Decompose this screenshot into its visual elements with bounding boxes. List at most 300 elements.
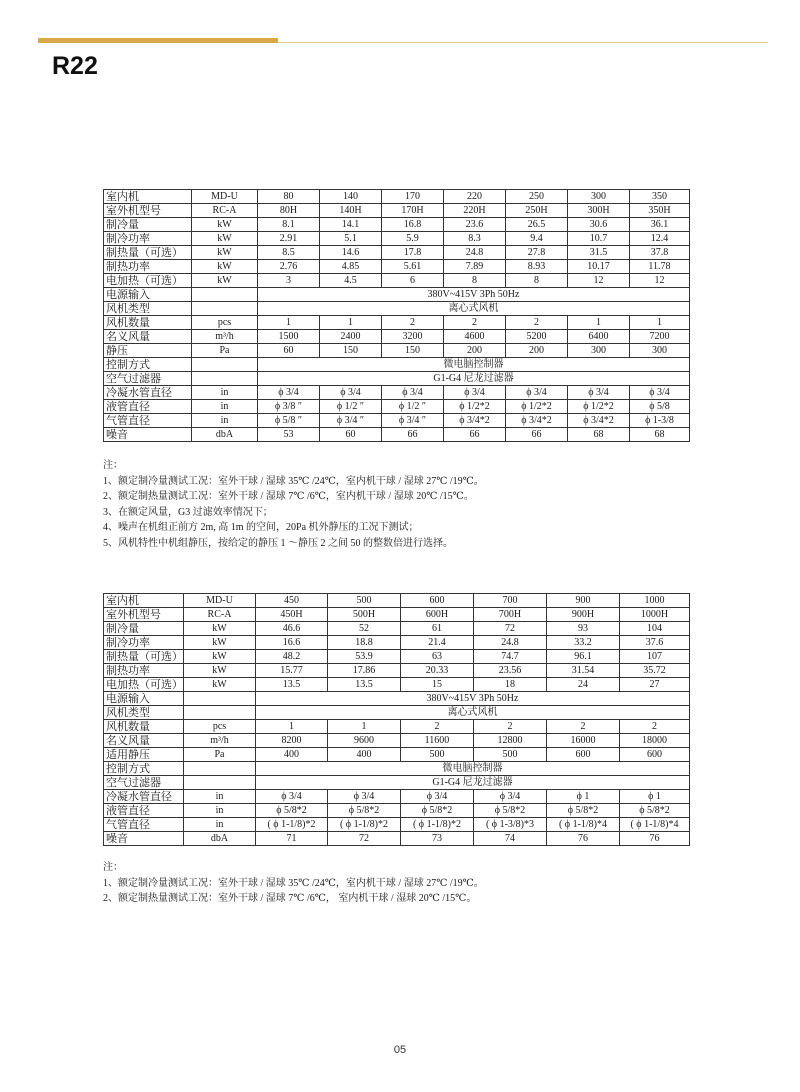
value-cell: ϕ 5/8*2 bbox=[474, 804, 547, 818]
row-label: 室外机型号 bbox=[104, 204, 192, 218]
page-number: 05 bbox=[393, 1044, 407, 1056]
table-row bbox=[104, 748, 690, 762]
row-label: 控制方式 bbox=[104, 762, 184, 776]
row-label: 气管直径 bbox=[104, 414, 192, 428]
row-unit: kW bbox=[192, 260, 258, 274]
value-cell: 24 bbox=[547, 678, 620, 692]
row-label: 电源输入 bbox=[104, 288, 192, 302]
row-label: 适用静压 bbox=[104, 748, 184, 762]
value-cell: 15 bbox=[401, 678, 474, 692]
value-cell: 500 bbox=[474, 748, 547, 762]
value-cell: ( ϕ 1-1/8)*4 bbox=[620, 818, 690, 832]
row-label: 室外机型号 bbox=[104, 608, 184, 622]
value-cell: 74 bbox=[474, 832, 547, 846]
value-cell: 7200 bbox=[630, 330, 690, 344]
row-label: 气管直径 bbox=[104, 818, 184, 832]
value-cell: 52 bbox=[328, 622, 401, 636]
value-cell: 60 bbox=[258, 344, 320, 358]
row-unit bbox=[192, 358, 258, 372]
value-cell: 18000 bbox=[620, 734, 690, 748]
header-rule bbox=[278, 42, 768, 43]
value-cell: 10.17 bbox=[568, 260, 630, 274]
table-row bbox=[104, 706, 690, 720]
note-line: 1、额定制冷量测试工况：室外干球 / 湿球 35℃ /24℃，室内机干球 / 湿球 27℃ /19℃。 bbox=[103, 877, 484, 889]
merged-cell: 离心式风机 bbox=[256, 706, 690, 720]
value-cell: ϕ 3/4 bbox=[320, 386, 382, 400]
value-cell: 4.85 bbox=[320, 260, 382, 274]
value-cell: 450 bbox=[256, 594, 328, 608]
value-cell: 63 bbox=[401, 650, 474, 664]
value-cell: ϕ 1/2*2 bbox=[444, 400, 506, 414]
table-row bbox=[104, 664, 690, 678]
value-cell: ϕ 3/4 bbox=[258, 386, 320, 400]
table-row bbox=[104, 692, 690, 706]
value-cell: 2.76 bbox=[258, 260, 320, 274]
value-cell: 8.93 bbox=[506, 260, 568, 274]
table-row bbox=[104, 302, 690, 316]
value-cell: 14.1 bbox=[320, 218, 382, 232]
row-unit: kW bbox=[192, 246, 258, 260]
table-row bbox=[104, 330, 690, 344]
value-cell: 12 bbox=[630, 274, 690, 288]
row-unit bbox=[192, 302, 258, 316]
value-cell: 12.4 bbox=[630, 232, 690, 246]
table-row bbox=[104, 678, 690, 692]
value-cell: ϕ 1/2 ″ bbox=[382, 400, 444, 414]
row-unit bbox=[184, 706, 256, 720]
row-label: 制冷功率 bbox=[104, 232, 192, 246]
row-label: 冷凝水管直径 bbox=[104, 790, 184, 804]
value-cell: ϕ 3/4 ″ bbox=[382, 414, 444, 428]
value-cell: 11.78 bbox=[630, 260, 690, 274]
value-cell: ( ϕ 1-1/8)*2 bbox=[328, 818, 401, 832]
table-row bbox=[104, 832, 690, 846]
value-cell: 24.8 bbox=[444, 246, 506, 260]
value-cell: 13.5 bbox=[256, 678, 328, 692]
row-unit: Pa bbox=[184, 748, 256, 762]
merged-cell: G1-G4 尼龙过滤器 bbox=[258, 372, 690, 386]
value-cell: 17.86 bbox=[328, 664, 401, 678]
value-cell: 36.1 bbox=[630, 218, 690, 232]
value-cell: 400 bbox=[256, 748, 328, 762]
value-cell: 250H bbox=[506, 204, 568, 218]
value-cell: 200 bbox=[444, 344, 506, 358]
value-cell: 68 bbox=[630, 428, 690, 442]
value-cell: 500 bbox=[328, 594, 401, 608]
value-cell: 2 bbox=[547, 720, 620, 734]
row-unit: kW bbox=[184, 636, 256, 650]
value-cell: 66 bbox=[444, 428, 506, 442]
value-cell: 1 bbox=[630, 316, 690, 330]
row-unit: in bbox=[192, 386, 258, 400]
row-label: 制热功率 bbox=[104, 664, 184, 678]
value-cell: 900 bbox=[547, 594, 620, 608]
value-cell: 53.9 bbox=[328, 650, 401, 664]
row-label: 液管直径 bbox=[104, 804, 184, 818]
value-cell: 220 bbox=[444, 190, 506, 204]
value-cell: ϕ 3/4 bbox=[474, 790, 547, 804]
table-row bbox=[104, 428, 690, 442]
row-label: 空气过滤器 bbox=[104, 372, 192, 386]
notes-heading: 注： bbox=[103, 862, 123, 873]
value-cell: 26.5 bbox=[506, 218, 568, 232]
row-unit: kW bbox=[184, 650, 256, 664]
row-label: 风机类型 bbox=[104, 706, 184, 720]
value-cell: 8.3 bbox=[444, 232, 506, 246]
row-unit: kW bbox=[184, 678, 256, 692]
merged-cell: 微电脑控制器 bbox=[258, 358, 690, 372]
row-label: 室内机 bbox=[104, 594, 184, 608]
value-cell: 3200 bbox=[382, 330, 444, 344]
value-cell: 1 bbox=[328, 720, 401, 734]
value-cell: ϕ 3/4*2 bbox=[568, 414, 630, 428]
row-label: 风机数量 bbox=[104, 720, 184, 734]
value-cell: 53 bbox=[258, 428, 320, 442]
value-cell: 200 bbox=[506, 344, 568, 358]
value-cell: ϕ 3/4 bbox=[630, 386, 690, 400]
table-row bbox=[104, 246, 690, 260]
row-label: 空气过滤器 bbox=[104, 776, 184, 790]
row-label: 制热功率 bbox=[104, 260, 192, 274]
value-cell: 300 bbox=[630, 344, 690, 358]
row-unit: pcs bbox=[184, 720, 256, 734]
row-label: 冷凝水管直径 bbox=[104, 386, 192, 400]
value-cell: 2400 bbox=[320, 330, 382, 344]
value-cell: 33.2 bbox=[547, 636, 620, 650]
notes-2 bbox=[103, 860, 484, 907]
table-row bbox=[104, 594, 690, 608]
merged-cell: G1-G4 尼龙过滤器 bbox=[256, 776, 690, 790]
notes-heading: 注： bbox=[103, 460, 123, 471]
value-cell: 60 bbox=[320, 428, 382, 442]
value-cell: ϕ 3/4 bbox=[328, 790, 401, 804]
note-line: 4、噪声在机组正前方 2m, 高 1m 的空间，20Pa 机外静压的工况下测试； bbox=[103, 522, 419, 533]
table-row bbox=[104, 776, 690, 790]
table-row bbox=[104, 414, 690, 428]
spec-table-1 bbox=[103, 189, 690, 442]
table-row bbox=[104, 790, 690, 804]
value-cell: 72 bbox=[474, 622, 547, 636]
value-cell: 73 bbox=[401, 832, 474, 846]
value-cell: 37.8 bbox=[630, 246, 690, 260]
value-cell: 8 bbox=[506, 274, 568, 288]
row-unit: in bbox=[192, 400, 258, 414]
value-cell: ( ϕ 1-1/8)*4 bbox=[547, 818, 620, 832]
table-row bbox=[104, 636, 690, 650]
spec-table-2 bbox=[103, 593, 690, 846]
note-line: 2、额定制热量测试工况：室外干球 / 湿球 7℃ /6℃， 室内机干球 / 湿球 20℃ /15℃。 bbox=[103, 893, 477, 904]
value-cell: 150 bbox=[320, 344, 382, 358]
value-cell: 16.8 bbox=[382, 218, 444, 232]
value-cell: 27.8 bbox=[506, 246, 568, 260]
value-cell: 170 bbox=[382, 190, 444, 204]
value-cell: ϕ 3/4*2 bbox=[506, 414, 568, 428]
value-cell: 140H bbox=[320, 204, 382, 218]
row-unit: dbA bbox=[184, 832, 256, 846]
value-cell: 1000 bbox=[620, 594, 690, 608]
value-cell: 1 bbox=[320, 316, 382, 330]
row-label: 噪音 bbox=[104, 428, 192, 442]
row-unit: MD-U bbox=[184, 594, 256, 608]
value-cell: 220H bbox=[444, 204, 506, 218]
value-cell: 400 bbox=[328, 748, 401, 762]
row-unit: kW bbox=[184, 664, 256, 678]
value-cell: ϕ 1 bbox=[620, 790, 690, 804]
value-cell: 600 bbox=[401, 594, 474, 608]
note-line: 2、额定制热量测试工况：室外干球 / 湿球 7℃ /6℃，室内机干球 / 湿球 20℃ /15℃。 bbox=[103, 491, 474, 502]
value-cell: 23.56 bbox=[474, 664, 547, 678]
row-unit bbox=[184, 776, 256, 790]
value-cell: 80H bbox=[258, 204, 320, 218]
row-unit: dbA bbox=[192, 428, 258, 442]
header-accent-bar bbox=[38, 38, 278, 43]
row-label: 名义风量 bbox=[104, 330, 192, 344]
value-cell: ϕ 5/8*2 bbox=[547, 804, 620, 818]
value-cell: ϕ 1/2*2 bbox=[568, 400, 630, 414]
value-cell: 600 bbox=[547, 748, 620, 762]
value-cell: 8.1 bbox=[258, 218, 320, 232]
value-cell: 350 bbox=[630, 190, 690, 204]
value-cell: 11600 bbox=[401, 734, 474, 748]
table-row bbox=[104, 400, 690, 414]
row-unit: RC-A bbox=[192, 204, 258, 218]
table-row bbox=[104, 274, 690, 288]
table-row bbox=[104, 622, 690, 636]
table-row bbox=[104, 818, 690, 832]
value-cell: 12 bbox=[568, 274, 630, 288]
value-cell: 600H bbox=[401, 608, 474, 622]
value-cell: 600 bbox=[620, 748, 690, 762]
row-label: 制冷量 bbox=[104, 218, 192, 232]
value-cell: 140 bbox=[320, 190, 382, 204]
value-cell: ϕ 5/8 ″ bbox=[258, 414, 320, 428]
value-cell: 1500 bbox=[258, 330, 320, 344]
value-cell: ϕ 3/4 bbox=[568, 386, 630, 400]
value-cell: 8200 bbox=[256, 734, 328, 748]
table-row bbox=[104, 204, 690, 218]
value-cell: ( ϕ 1-3/8)*3 bbox=[474, 818, 547, 832]
row-label: 静压 bbox=[104, 344, 192, 358]
value-cell: 21.4 bbox=[401, 636, 474, 650]
value-cell: 2 bbox=[506, 316, 568, 330]
value-cell: ϕ 3/4 bbox=[401, 790, 474, 804]
row-unit: MD-U bbox=[192, 190, 258, 204]
value-cell: ϕ 3/4 bbox=[444, 386, 506, 400]
value-cell: 35.72 bbox=[620, 664, 690, 678]
value-cell: 72 bbox=[328, 832, 401, 846]
value-cell: ϕ 3/4*2 bbox=[444, 414, 506, 428]
value-cell: ϕ 1-3/8 bbox=[630, 414, 690, 428]
value-cell: 8.5 bbox=[258, 246, 320, 260]
table-row bbox=[104, 344, 690, 358]
note-line: 1、额定制冷量测试工况：室外干球 / 湿球 35℃ /24℃，室内机干球 / 湿球 27℃ /19℃。 bbox=[103, 475, 484, 487]
row-unit: kW bbox=[192, 218, 258, 232]
value-cell: 2 bbox=[401, 720, 474, 734]
value-cell: 66 bbox=[382, 428, 444, 442]
value-cell: 107 bbox=[620, 650, 690, 664]
table-row bbox=[104, 260, 690, 274]
value-cell: 500 bbox=[401, 748, 474, 762]
row-label: 液管直径 bbox=[104, 400, 192, 414]
value-cell: 150 bbox=[382, 344, 444, 358]
value-cell: 10.7 bbox=[568, 232, 630, 246]
value-cell: 37.6 bbox=[620, 636, 690, 650]
table-row bbox=[104, 734, 690, 748]
value-cell: 8 bbox=[444, 274, 506, 288]
merged-cell: 380V~415V 3Ph 50Hz bbox=[256, 692, 690, 706]
value-cell: 76 bbox=[547, 832, 620, 846]
row-unit: in bbox=[184, 818, 256, 832]
table-row bbox=[104, 358, 690, 372]
value-cell: 66 bbox=[506, 428, 568, 442]
value-cell: ϕ 3/4 bbox=[382, 386, 444, 400]
value-cell: 23.6 bbox=[444, 218, 506, 232]
value-cell: 31.5 bbox=[568, 246, 630, 260]
value-cell: 6400 bbox=[568, 330, 630, 344]
value-cell: 30.6 bbox=[568, 218, 630, 232]
value-cell: 1 bbox=[568, 316, 630, 330]
value-cell: 74.7 bbox=[474, 650, 547, 664]
row-label: 风机类型 bbox=[104, 302, 192, 316]
table-row bbox=[104, 650, 690, 664]
row-label: 制热量（可选） bbox=[104, 650, 184, 664]
value-cell: 18.8 bbox=[328, 636, 401, 650]
value-cell: 2 bbox=[444, 316, 506, 330]
table-row bbox=[104, 386, 690, 400]
row-unit: in bbox=[184, 790, 256, 804]
row-label: 控制方式 bbox=[104, 358, 192, 372]
value-cell: 2 bbox=[620, 720, 690, 734]
value-cell: 46.6 bbox=[256, 622, 328, 636]
value-cell: 3 bbox=[258, 274, 320, 288]
row-label: 噪音 bbox=[104, 832, 184, 846]
value-cell: 1 bbox=[258, 316, 320, 330]
value-cell: 9.4 bbox=[506, 232, 568, 246]
row-label: 风机数量 bbox=[104, 316, 192, 330]
row-label: 电加热（可选） bbox=[104, 274, 192, 288]
row-unit: kW bbox=[184, 622, 256, 636]
row-unit: m³/h bbox=[192, 330, 258, 344]
value-cell: 16000 bbox=[547, 734, 620, 748]
value-cell: 2 bbox=[382, 316, 444, 330]
value-cell: 93 bbox=[547, 622, 620, 636]
row-unit: kW bbox=[192, 274, 258, 288]
value-cell: 4600 bbox=[444, 330, 506, 344]
value-cell: 300H bbox=[568, 204, 630, 218]
table-row bbox=[104, 608, 690, 622]
value-cell: 12800 bbox=[474, 734, 547, 748]
value-cell: 31.54 bbox=[547, 664, 620, 678]
value-cell: ϕ 3/8 ″ bbox=[258, 400, 320, 414]
value-cell: 350H bbox=[630, 204, 690, 218]
value-cell: 24.8 bbox=[474, 636, 547, 650]
row-unit: pcs bbox=[192, 316, 258, 330]
value-cell: 18 bbox=[474, 678, 547, 692]
row-label: 制冷功率 bbox=[104, 636, 184, 650]
table-row bbox=[104, 288, 690, 302]
value-cell: 9600 bbox=[328, 734, 401, 748]
row-unit: RC-A bbox=[184, 608, 256, 622]
value-cell: ϕ 3/4 bbox=[506, 386, 568, 400]
table-row bbox=[104, 218, 690, 232]
value-cell: 700H bbox=[474, 608, 547, 622]
value-cell: 48.2 bbox=[256, 650, 328, 664]
value-cell: 5.9 bbox=[382, 232, 444, 246]
value-cell: 5.61 bbox=[382, 260, 444, 274]
value-cell: 5.1 bbox=[320, 232, 382, 246]
row-unit bbox=[184, 762, 256, 776]
value-cell: 2 bbox=[474, 720, 547, 734]
value-cell: 68 bbox=[568, 428, 630, 442]
value-cell: 2.91 bbox=[258, 232, 320, 246]
table-row bbox=[104, 190, 690, 204]
note-line: 3、在额定风量，G3 过滤效率情况下； bbox=[103, 506, 273, 518]
table-row bbox=[104, 316, 690, 330]
value-cell: 104 bbox=[620, 622, 690, 636]
value-cell: 13.5 bbox=[328, 678, 401, 692]
value-cell: 450H bbox=[256, 608, 328, 622]
value-cell: ϕ 1 bbox=[547, 790, 620, 804]
value-cell: 96.1 bbox=[547, 650, 620, 664]
value-cell: ϕ 3/4 bbox=[256, 790, 328, 804]
value-cell: 71 bbox=[256, 832, 328, 846]
merged-cell: 微电脑控制器 bbox=[256, 762, 690, 776]
value-cell: 15.77 bbox=[256, 664, 328, 678]
value-cell: ϕ 5/8*2 bbox=[256, 804, 328, 818]
value-cell: 170H bbox=[382, 204, 444, 218]
merged-cell: 离心式风机 bbox=[258, 302, 690, 316]
value-cell: 20.33 bbox=[401, 664, 474, 678]
row-unit: in bbox=[184, 804, 256, 818]
value-cell: 900H bbox=[547, 608, 620, 622]
row-label: 制冷量 bbox=[104, 622, 184, 636]
table-row bbox=[104, 804, 690, 818]
table-row bbox=[104, 720, 690, 734]
row-unit: in bbox=[192, 414, 258, 428]
row-unit bbox=[192, 288, 258, 302]
row-label: 制热量（可选） bbox=[104, 246, 192, 260]
value-cell: 250 bbox=[506, 190, 568, 204]
value-cell: 7.89 bbox=[444, 260, 506, 274]
value-cell: ϕ 5/8 bbox=[630, 400, 690, 414]
value-cell: 1 bbox=[256, 720, 328, 734]
value-cell: 6 bbox=[382, 274, 444, 288]
row-unit: m³/h bbox=[184, 734, 256, 748]
value-cell: 61 bbox=[401, 622, 474, 636]
value-cell: 17.8 bbox=[382, 246, 444, 260]
row-unit: Pa bbox=[192, 344, 258, 358]
notes-1 bbox=[103, 458, 484, 551]
value-cell: ( ϕ 1-1/8)*2 bbox=[256, 818, 328, 832]
value-cell: 27 bbox=[620, 678, 690, 692]
row-unit bbox=[192, 372, 258, 386]
page-title: R22 bbox=[52, 52, 98, 80]
value-cell: 14.6 bbox=[320, 246, 382, 260]
row-label: 室内机 bbox=[104, 190, 192, 204]
value-cell: ϕ 1/2*2 bbox=[506, 400, 568, 414]
value-cell: 300 bbox=[568, 344, 630, 358]
value-cell: 1000H bbox=[620, 608, 690, 622]
row-label: 名义风量 bbox=[104, 734, 184, 748]
value-cell: ϕ 5/8*2 bbox=[620, 804, 690, 818]
value-cell: ϕ 1/2 ″ bbox=[320, 400, 382, 414]
value-cell: 76 bbox=[620, 832, 690, 846]
value-cell: 4.5 bbox=[320, 274, 382, 288]
value-cell: 500H bbox=[328, 608, 401, 622]
row-unit bbox=[184, 692, 256, 706]
row-label: 电加热（可选） bbox=[104, 678, 184, 692]
value-cell: 80 bbox=[258, 190, 320, 204]
